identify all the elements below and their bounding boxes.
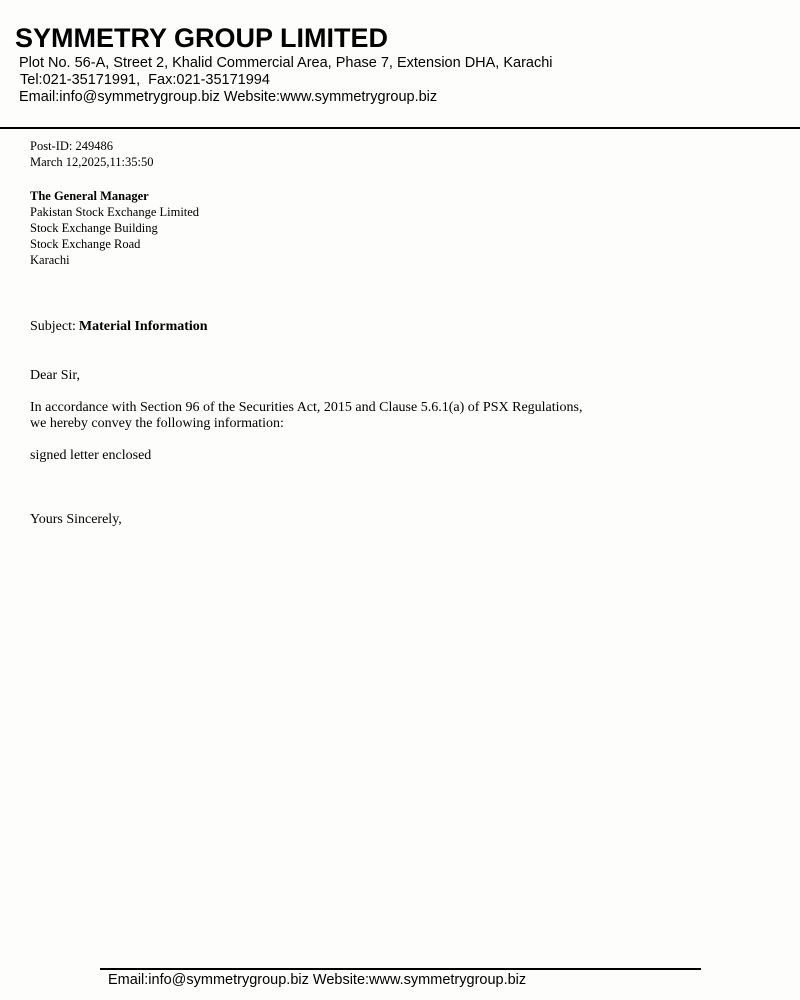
post-id: Post-ID: 249486: [30, 139, 113, 153]
subject-label: Subject:: [30, 319, 76, 334]
company-name: SYMMETRY GROUP LIMITED: [15, 23, 389, 53]
body-paragraph-line-1: In accordance with Section 96 of the Securities Act, 2015 and Clause 5.6.1(a) of PSX Regulations,: [30, 400, 583, 415]
post-datetime: March 12,2025,11:35:50: [30, 155, 154, 169]
recipient-organization: Pakistan Stock Exchange Limited: [30, 205, 200, 219]
recipient-name: The General Manager: [30, 189, 149, 203]
company-address: Plot No. 56-A, Street 2, Khalid Commercial Area, Phase 7, Extension DHA, Karachi: [19, 55, 553, 71]
closing: Yours Sincerely,: [30, 512, 122, 527]
body-paragraph: [30, 400, 583, 432]
company-phone-fax: Tel:021-35171991, Fax:021-35171994: [20, 72, 270, 88]
enclosure-note: signed letter enclosed: [30, 448, 152, 463]
body-paragraph-line-2: we hereby convey the following information:: [30, 416, 284, 431]
recipient-road: Stock Exchange Road: [30, 237, 141, 251]
recipient-building: Stock Exchange Building: [30, 221, 158, 235]
header-divider: [0, 127, 800, 129]
footer-divider: [100, 968, 701, 970]
recipient-block: [30, 188, 199, 268]
company-email-website: Email:info@symmetrygroup.biz Website:www.symmetrygroup.biz: [19, 89, 438, 105]
recipient-city: Karachi: [30, 253, 70, 267]
subject-line: [30, 318, 208, 336]
footer-email-website: Email:info@symmetrygroup.biz Website:www.symmetrygroup.biz: [108, 972, 527, 988]
salutation: Dear Sir,: [30, 368, 80, 383]
subject-text: Material Information: [78, 319, 208, 334]
post-meta: [30, 138, 153, 170]
